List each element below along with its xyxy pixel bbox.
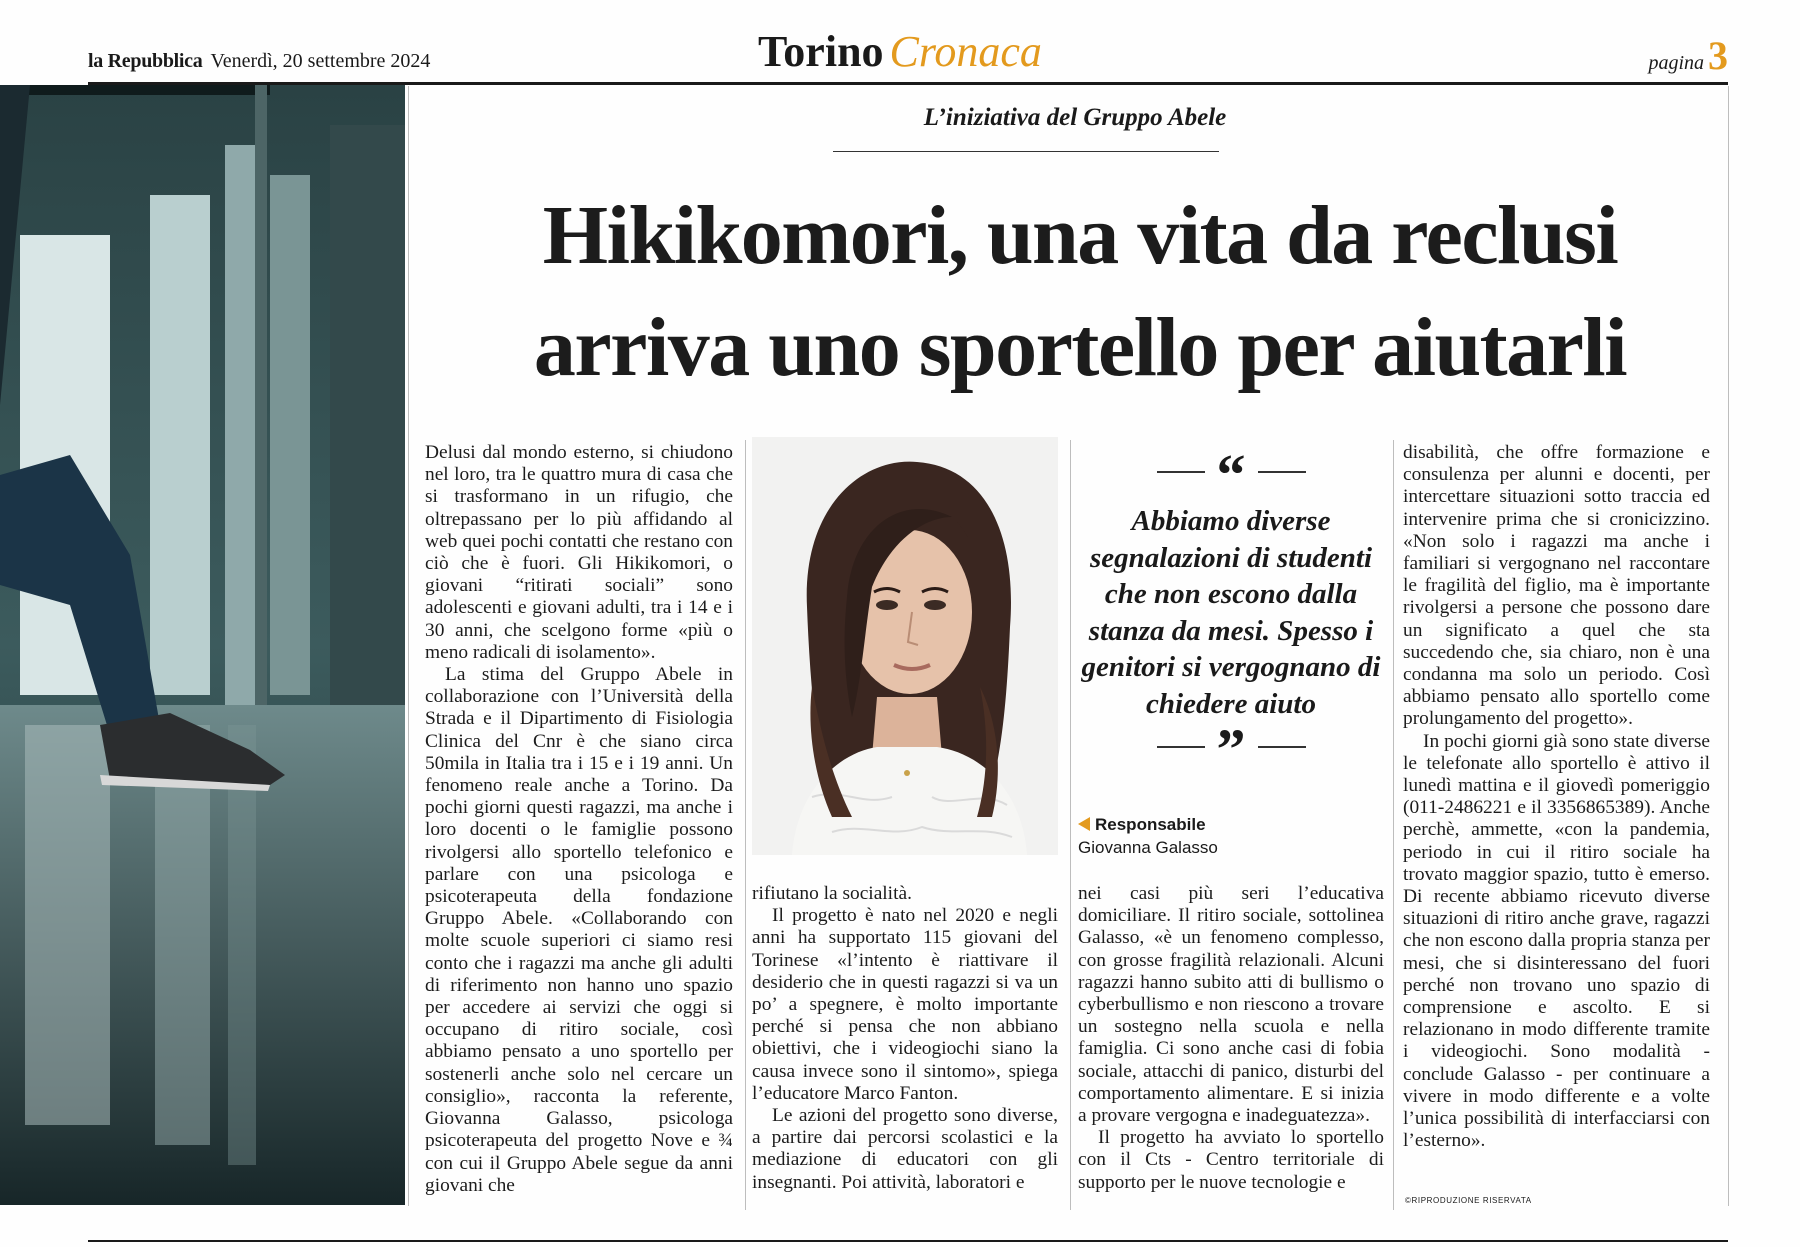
masthead (88, 18, 1728, 84)
kicker-rule (833, 151, 1219, 152)
paragraph: Delusi dal mondo esterno, si chiudono nel loro, tra le quattro mura di casa che si trasformano in un rifugio, che oltrepassano per lo più affidando al web quei pochi contatti che restano con ciò che è fuori. Gli Hikikomori, o giovani “ritirati sociali” sono adolescenti e giovani adulti, tra i 14 e i 30 anni, che scelgono forme «più o meno radicali di isolamento». (425, 442, 733, 663)
open-quote-icon: “ (1216, 442, 1246, 507)
pull-quote-text: Abbiamo diverse segnalazioni di studenti che non escono dalla stanza da mesi. Spesso i genitori si vergognano di chiedere aiuto (1081, 505, 1381, 720)
pull-quote (1078, 442, 1384, 782)
quote-close-ornament (1078, 717, 1384, 782)
caption-name: Giovanna Galasso (1078, 838, 1218, 857)
caption-arrow-icon (1078, 817, 1090, 831)
issue-date: Venerdì, 20 settembre 2024 (210, 50, 431, 72)
column-rule (1393, 440, 1394, 1210)
headline-line-2: arriva uno sportello per aiutarli (533, 301, 1627, 394)
article-column-2 (752, 883, 1058, 1194)
section-title (758, 26, 1042, 77)
copyright-notice: ©RIPRODUZIONE RISERVATA (1405, 1196, 1532, 1205)
masthead-paper-date (88, 50, 430, 73)
close-quote-icon: ” (1216, 717, 1246, 782)
quote-rule (1258, 471, 1306, 473)
page-indicator (1648, 32, 1728, 79)
caption-role-text: Responsabile (1095, 815, 1206, 834)
headline-line-1: Hikikomori, una vita da reclusi (542, 189, 1618, 282)
paragraph: disabilità, che offre formazione e consulenza per alunni e docenti, per intercettare situazioni sotto traccia ed intervenire prima che si cronicizzino. «Non solo i ragazzi ma anche i familiari si vergognano nel raccontare le fragilità del figlio, ma è importante rivolgersi a persone che possono dare un significato a quel che sta succedendo che, sia chiaro, non è una condanna ma solo un periodo. Così abbiamo pensato allo sportello come prolungamento del progetto». (1403, 442, 1710, 730)
paper-name: la Repubblica (88, 50, 203, 72)
paragraph: Il progetto è nato nel 2020 e negli anni ha supportato 115 giovani del Torinese «l’intento è riattivare il desiderio che in questi ragazzi si va un po’ a spegnere, è molto importante perché si pensa che non abbiano obiettivi, che i videogiochi siano la causa invece sono il sintomo», spiega l’educatore Marco Fanton. (752, 905, 1058, 1104)
section-name: Cronaca (889, 27, 1042, 76)
section-city: Torino (758, 27, 884, 76)
quote-rule (1258, 746, 1306, 748)
portrait-photo (752, 437, 1058, 855)
paragraph: In pochi giorni già sono state diverse le telefonate allo sportello è attivo il lunedì mattina e il giovedì pomeriggio (011-2486221 e il 3356865389). Anche perchè, ammette, «con la pandemia, periodo in cui il ritiro sociale ha trovato maggior spazio, tutto è emerso. Di recente abbiamo ricevuto diverse situazioni di ritiro anche grave, ragazzi che non escono dalla propria stanza per mesi, che si disinteressano del fuori perché non trovano uno spazio di comprensione e ascolto. E si relazionano in modo differente tramite i videogiochi. Sono modalità - conclude Galasso - per continuare a vivere in modo differente e a volte l’unica possibilità di interfacciarsi con l’esterno». (1403, 730, 1710, 1152)
paragraph: Il progetto ha avviato lo sportello con il Cts - Centro territoriale di supporto per le nuove tecnologie e (1078, 1127, 1384, 1193)
page-number: 3 (1708, 33, 1728, 78)
column-rule-left (408, 86, 409, 1206)
quote-open-ornament (1078, 442, 1384, 507)
hero-photo (0, 85, 405, 1205)
paragraph: Le azioni del progetto sono diverse, a partire dai percorsi scolastici e la mediazione di educatori con gli insegnanti. Poi attività, laboratori e (752, 1105, 1058, 1193)
photo-caption (1078, 815, 1384, 858)
article-column-3 (1078, 883, 1384, 1194)
article-kicker: L’iniziativa del Gruppo Abele (923, 104, 1227, 131)
page-label: pagina (1648, 52, 1704, 74)
caption-role (1078, 815, 1384, 835)
quote-rule (1157, 746, 1205, 748)
column-rule (1070, 440, 1071, 1210)
paragraph: nei casi più seri l’educativa domiciliare. Il ritiro sociale, sottolinea Galasso, «è un fenomeno complesso, con grosse fragilità relazionali. Alcuni ragazzi hanno subito atti di bullismo o cyberbullismo e non riescono a trovare un sostegno nella scuola e nella famiglia. Ci sono anche casi di fobia sociale, attacchi di panico, disturbi del comportamento alimentare. E si inizia a provare vergogna e inadeguatezza». (1078, 883, 1384, 1127)
article-column-1 (425, 442, 733, 1197)
bottom-rule (88, 1240, 1728, 1242)
article-column-4 (1403, 442, 1710, 1153)
article-headline (420, 180, 1740, 404)
paragraph: La stima del Gruppo Abele in collaborazione con l’Università della Strada e il Dipartimento di Fisiologia Clinica del Cnr è che siano circa 50mila in Italia tra i 15 e i 19 anni. Un fenomeno reale anche a Torino. Da pochi giorni questi ragazzi, ma anche i loro docenti o le famiglie possono rivolgersi allo sportello telefonico e parlare con una psicologa e psicoterapeuta della fondazione Gruppo Abele. «Collaborando con molte scuole superiori ci siamo resi conto che i ragazzi ma anche gli adulti di riferimento non hanno uno spazio per accedere ai servizi che oggi si occupano di ritiro sociale, così abbiamo pensato a uno sportello per sostenerli anche solo nel cercare un consiglio», racconta la referente, Giovanna Galasso, psicologa psicoterapeuta del progetto Nove e ¾ con cui il Gruppo Abele segue da anni giovani che (425, 664, 733, 1196)
column-rule (745, 440, 746, 1210)
quote-rule (1157, 471, 1205, 473)
paragraph: rifiutano la socialità. (752, 883, 912, 904)
